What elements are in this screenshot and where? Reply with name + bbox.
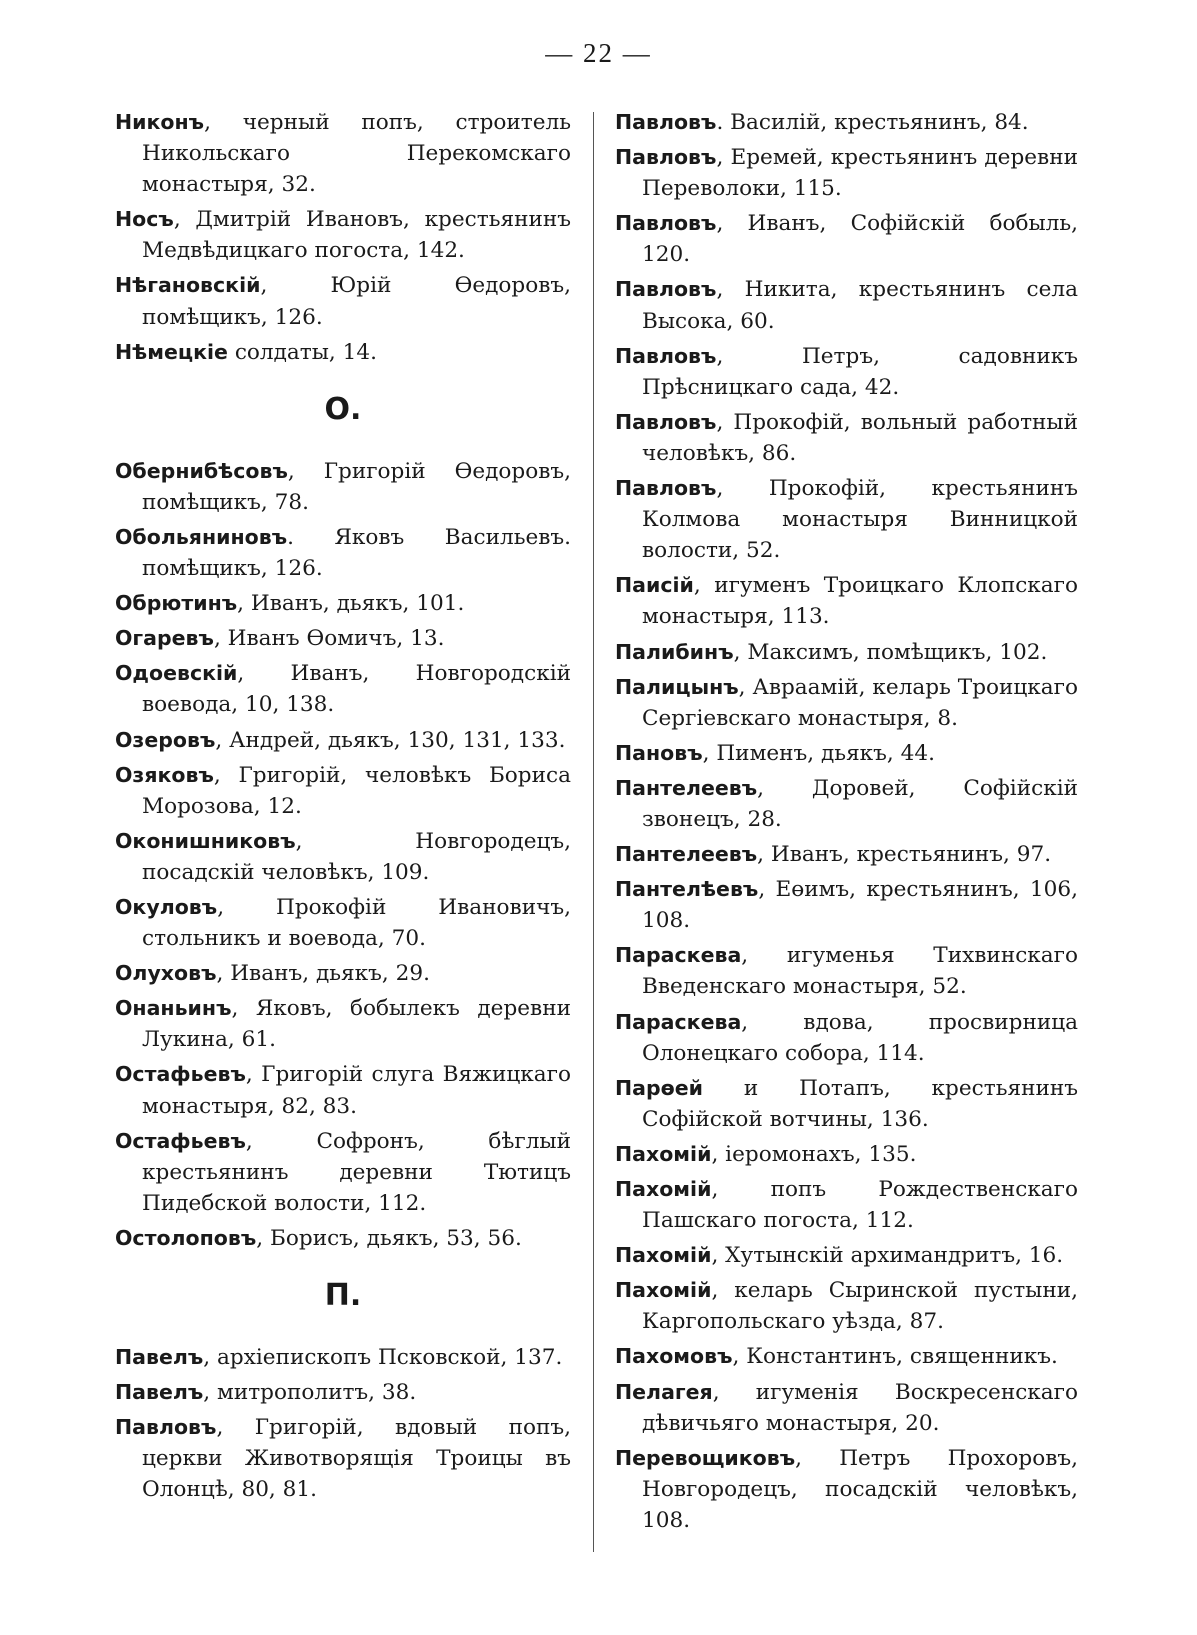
entry-headword: Палибинъ	[615, 639, 734, 664]
entry-headword: Олуховъ	[115, 961, 217, 986]
index-entry	[115, 1059, 571, 1121]
entry-text: , Максимъ, помѣщикъ, 102.	[733, 639, 1048, 665]
entry-text: , Иванъ, Софійскій бобыль, 120.	[642, 211, 1078, 268]
entry-text: , Иванъ, Новгородскій воевода, 10, 138.	[142, 661, 571, 718]
index-entry	[115, 107, 571, 200]
entry-headword: Параскева	[615, 1009, 742, 1034]
index-entry	[115, 204, 571, 266]
entry-headword: Павелъ	[115, 1345, 204, 1369]
entry-headword: Пахомій	[615, 1278, 712, 1303]
entry-text: , Григорій Өедоровъ, помѣщикъ, 78.	[142, 458, 571, 515]
left-column	[115, 107, 571, 1509]
entry-headword: Павловъ	[115, 1415, 217, 1440]
index-entry	[115, 993, 571, 1055]
entry-text: , Дмитрій Ивановъ, крестьянинъ Медвѣдицкаго погоста, 142.	[142, 207, 571, 264]
entry-text: , Григорій, человѣкъ Бориса Морозова, 12.	[142, 762, 571, 819]
index-entry	[115, 270, 571, 332]
index-entry	[615, 637, 1078, 668]
entry-text: , Андрей, дьякъ, 130, 131, 133.	[215, 727, 566, 753]
entry-text: , Юрій Өедоровъ, помѣщикъ, 126.	[142, 273, 571, 330]
index-entry	[615, 1073, 1078, 1135]
entry-text: , Петръ, садовникъ Прѣсницкаго сада, 42.	[642, 343, 1078, 400]
entry-text: . Василій, крестьянинъ, 84.	[716, 110, 1029, 135]
entry-headword: Одоевскій	[115, 661, 238, 686]
entry-headword: Павелъ	[115, 1380, 204, 1405]
index-entry	[115, 337, 571, 368]
entry-text: , Доровей, Софійскій звонецъ, 28.	[642, 775, 1078, 832]
index-entry	[615, 1007, 1078, 1069]
entry-headword: Пантелеевъ	[615, 775, 758, 800]
entry-headword: Павловъ	[615, 476, 717, 501]
entry-text: , Иванъ, дьякъ, 101.	[237, 591, 465, 617]
entry-headword: Окуловъ	[115, 894, 218, 919]
column-divider	[593, 112, 594, 1552]
entry-headword: Пахомій	[615, 1177, 712, 1201]
index-entry	[115, 826, 571, 888]
entry-headword: Носъ	[115, 207, 174, 232]
page-number: — 22 —	[545, 38, 652, 68]
entry-headword: Павловъ	[615, 211, 717, 236]
index-entry	[115, 1126, 571, 1219]
entry-headword: Онаньинъ	[115, 996, 232, 1021]
index-entry	[615, 570, 1078, 632]
index-entry	[115, 1342, 571, 1373]
entry-headword: Пахомій	[615, 1141, 712, 1166]
entry-text: , келарь Сыринской пустыни, Каргопольскаго уѣзда, 87.	[642, 1278, 1078, 1335]
entry-text: , Прокофій Ивановичъ, стольникъ и воевода, 70.	[142, 894, 571, 952]
index-entry	[115, 456, 571, 518]
entry-text: , Григорій, вдовый попъ, церкви Животворящія Троицы въ Олонцѣ, 80, 81.	[142, 1415, 571, 1503]
entry-text: солдаты, 14.	[227, 339, 378, 365]
entry-text: , Софронъ, бѣглый крестьянинъ деревни Тютицъ Пидебской волости, 112.	[142, 1128, 571, 1216]
entry-headword: Обрютинъ	[115, 591, 238, 616]
entry-text: , игуменъ Троицкаго Клопскаго монастыря, 113.	[642, 573, 1078, 630]
index-entry	[615, 839, 1078, 870]
entry-text: , іеромонахъ, 135.	[711, 1141, 917, 1167]
index-entry	[615, 274, 1078, 336]
index-entry	[615, 1240, 1078, 1271]
entry-text: , Хутынскій архимандритъ, 16.	[711, 1243, 1064, 1269]
index-entry	[615, 341, 1078, 403]
index-entry	[615, 107, 1078, 138]
entry-text: , вдова, просвирница Олонецкаго собора, 114.	[642, 1009, 1078, 1066]
entry-headword: Пановъ	[615, 740, 703, 765]
entry-headword: Остафьевъ	[115, 1062, 246, 1087]
entry-text: , Еөимъ, крестьянинъ, 106, 108.	[642, 877, 1078, 934]
entry-text: , игуменья Тихвинскаго Введенскаго монастыря, 52.	[642, 943, 1078, 1000]
entry-headword: Павловъ	[615, 277, 717, 302]
index-entry	[115, 623, 571, 654]
entry-headword: Павловъ	[615, 409, 717, 434]
entry-text: , Прокофій, вольный работный человѣкъ, 86.	[642, 409, 1078, 466]
index-entry	[615, 672, 1078, 734]
entry-text: , Иванъ, дьякъ, 29.	[216, 961, 430, 987]
index-entry	[615, 1443, 1078, 1536]
index-entry	[615, 874, 1078, 936]
index-entry	[615, 208, 1078, 270]
entry-text: , Иванъ, крестьянинъ, 97.	[757, 842, 1052, 868]
entry-headword: Пантелеевъ	[615, 842, 758, 867]
entry-headword: Павловъ	[615, 145, 717, 170]
entry-text: , Иванъ Өомичъ, 13.	[213, 626, 445, 652]
index-entry	[115, 725, 571, 756]
entry-headword: Огаревъ	[115, 626, 214, 651]
entry-headword: Озяковъ	[115, 762, 214, 787]
entry-text: , Петръ Прохоровъ, Новгородецъ, посадскій человѣкъ, 108.	[642, 1445, 1078, 1533]
entry-text: , игуменія Воскресенскаго дѣвичьяго монастыря, 20.	[642, 1379, 1078, 1436]
entry-headword: Пелагея	[615, 1379, 713, 1404]
entry-text: , Новгородецъ, посадскій человѣкъ, 109.	[142, 828, 571, 885]
entry-text: , Пименъ, дьякъ, 44.	[702, 740, 935, 766]
index-entry	[615, 738, 1078, 769]
entry-text: , митрополитъ, 38.	[203, 1380, 417, 1406]
entry-headword: Павловъ	[615, 343, 717, 368]
entry-text: , Борисъ, дьякъ, 53, 56.	[256, 1225, 522, 1251]
entry-headword: Обернибѣсовъ	[115, 458, 288, 483]
right-column	[615, 107, 1078, 1540]
entry-text: . Яковъ Васильевъ. помѣщикъ, 126.	[142, 524, 571, 582]
index-entry	[115, 588, 571, 619]
entry-headword: Парөей	[615, 1075, 704, 1100]
section-heading: П.	[324, 1278, 362, 1313]
index-entry	[115, 522, 571, 584]
index-entry	[615, 1174, 1078, 1236]
entry-text: , черный попъ, строитель Никольскаго Перекомскаго монастыря, 32.	[142, 110, 571, 198]
entry-headword: Оконишниковъ	[115, 828, 296, 853]
index-entry	[115, 1223, 571, 1254]
entry-headword: Никонъ	[115, 110, 205, 134]
entry-text: и Потапъ, крестьянинъ Софійской вотчины, 136.	[642, 1075, 1078, 1132]
entry-headword: Нѣмецкіе	[115, 339, 228, 364]
entry-headword: Пахомій	[615, 1243, 712, 1268]
entry-headword: Палицынъ	[615, 674, 739, 699]
index-entry	[115, 892, 571, 954]
index-entry	[615, 940, 1078, 1002]
entry-text: , попъ Рождественскаго Пашскаго погоста, 112.	[642, 1177, 1078, 1234]
entry-text: , Никита, крестьянинъ села Высока, 60.	[642, 277, 1078, 334]
entry-headword: Обольяниновъ	[115, 524, 288, 549]
index-entry	[115, 1412, 571, 1505]
entry-text: , Константинъ, священникъ.	[732, 1344, 1058, 1370]
index-entry	[615, 473, 1078, 566]
index-entry	[615, 773, 1078, 835]
entry-text: , Яковъ, бобылекъ деревни Лукина, 61.	[142, 996, 571, 1053]
section-heading: О.	[324, 391, 362, 427]
index-entry	[115, 658, 571, 720]
index-entry	[115, 760, 571, 822]
entry-headword: Остафьевъ	[115, 1128, 246, 1153]
entry-headword: Пантелѣевъ	[615, 877, 759, 902]
index-entry	[615, 1139, 1078, 1170]
entry-text: , Еремей, крестьянинъ деревни Переволоки, 115.	[642, 145, 1078, 202]
index-entry	[615, 407, 1078, 469]
index-entry	[115, 1377, 571, 1408]
entry-text: , Григорій слуга Вяжицкаго монастыря, 82, 83.	[142, 1062, 571, 1119]
entry-text: , архіепископъ Псковской, 137.	[203, 1345, 563, 1370]
entry-headword: Пахомовъ	[615, 1344, 733, 1369]
entry-headword: Остолоповъ	[115, 1225, 257, 1250]
entry-headword: Нѣгановскій	[115, 273, 261, 298]
entry-headword: Озеровъ	[115, 727, 216, 752]
entry-headword: Паисій	[615, 573, 694, 598]
index-entry	[615, 1377, 1078, 1439]
entry-headword: Параскева	[615, 943, 742, 968]
index-entry	[615, 1275, 1078, 1337]
index-entry	[615, 1341, 1078, 1372]
entry-headword: Перевощиковъ	[615, 1445, 796, 1470]
index-entry	[115, 958, 571, 989]
entry-text: , Прокофій, крестьянинъ Колмова монастыря Винницкой волости, 52.	[642, 476, 1078, 564]
entry-text: , Авраамій, келарь Троицкаго Сергіевскаго монастыря, 8.	[642, 674, 1078, 731]
index-entry	[615, 142, 1078, 204]
entry-headword: Павловъ	[615, 110, 717, 134]
